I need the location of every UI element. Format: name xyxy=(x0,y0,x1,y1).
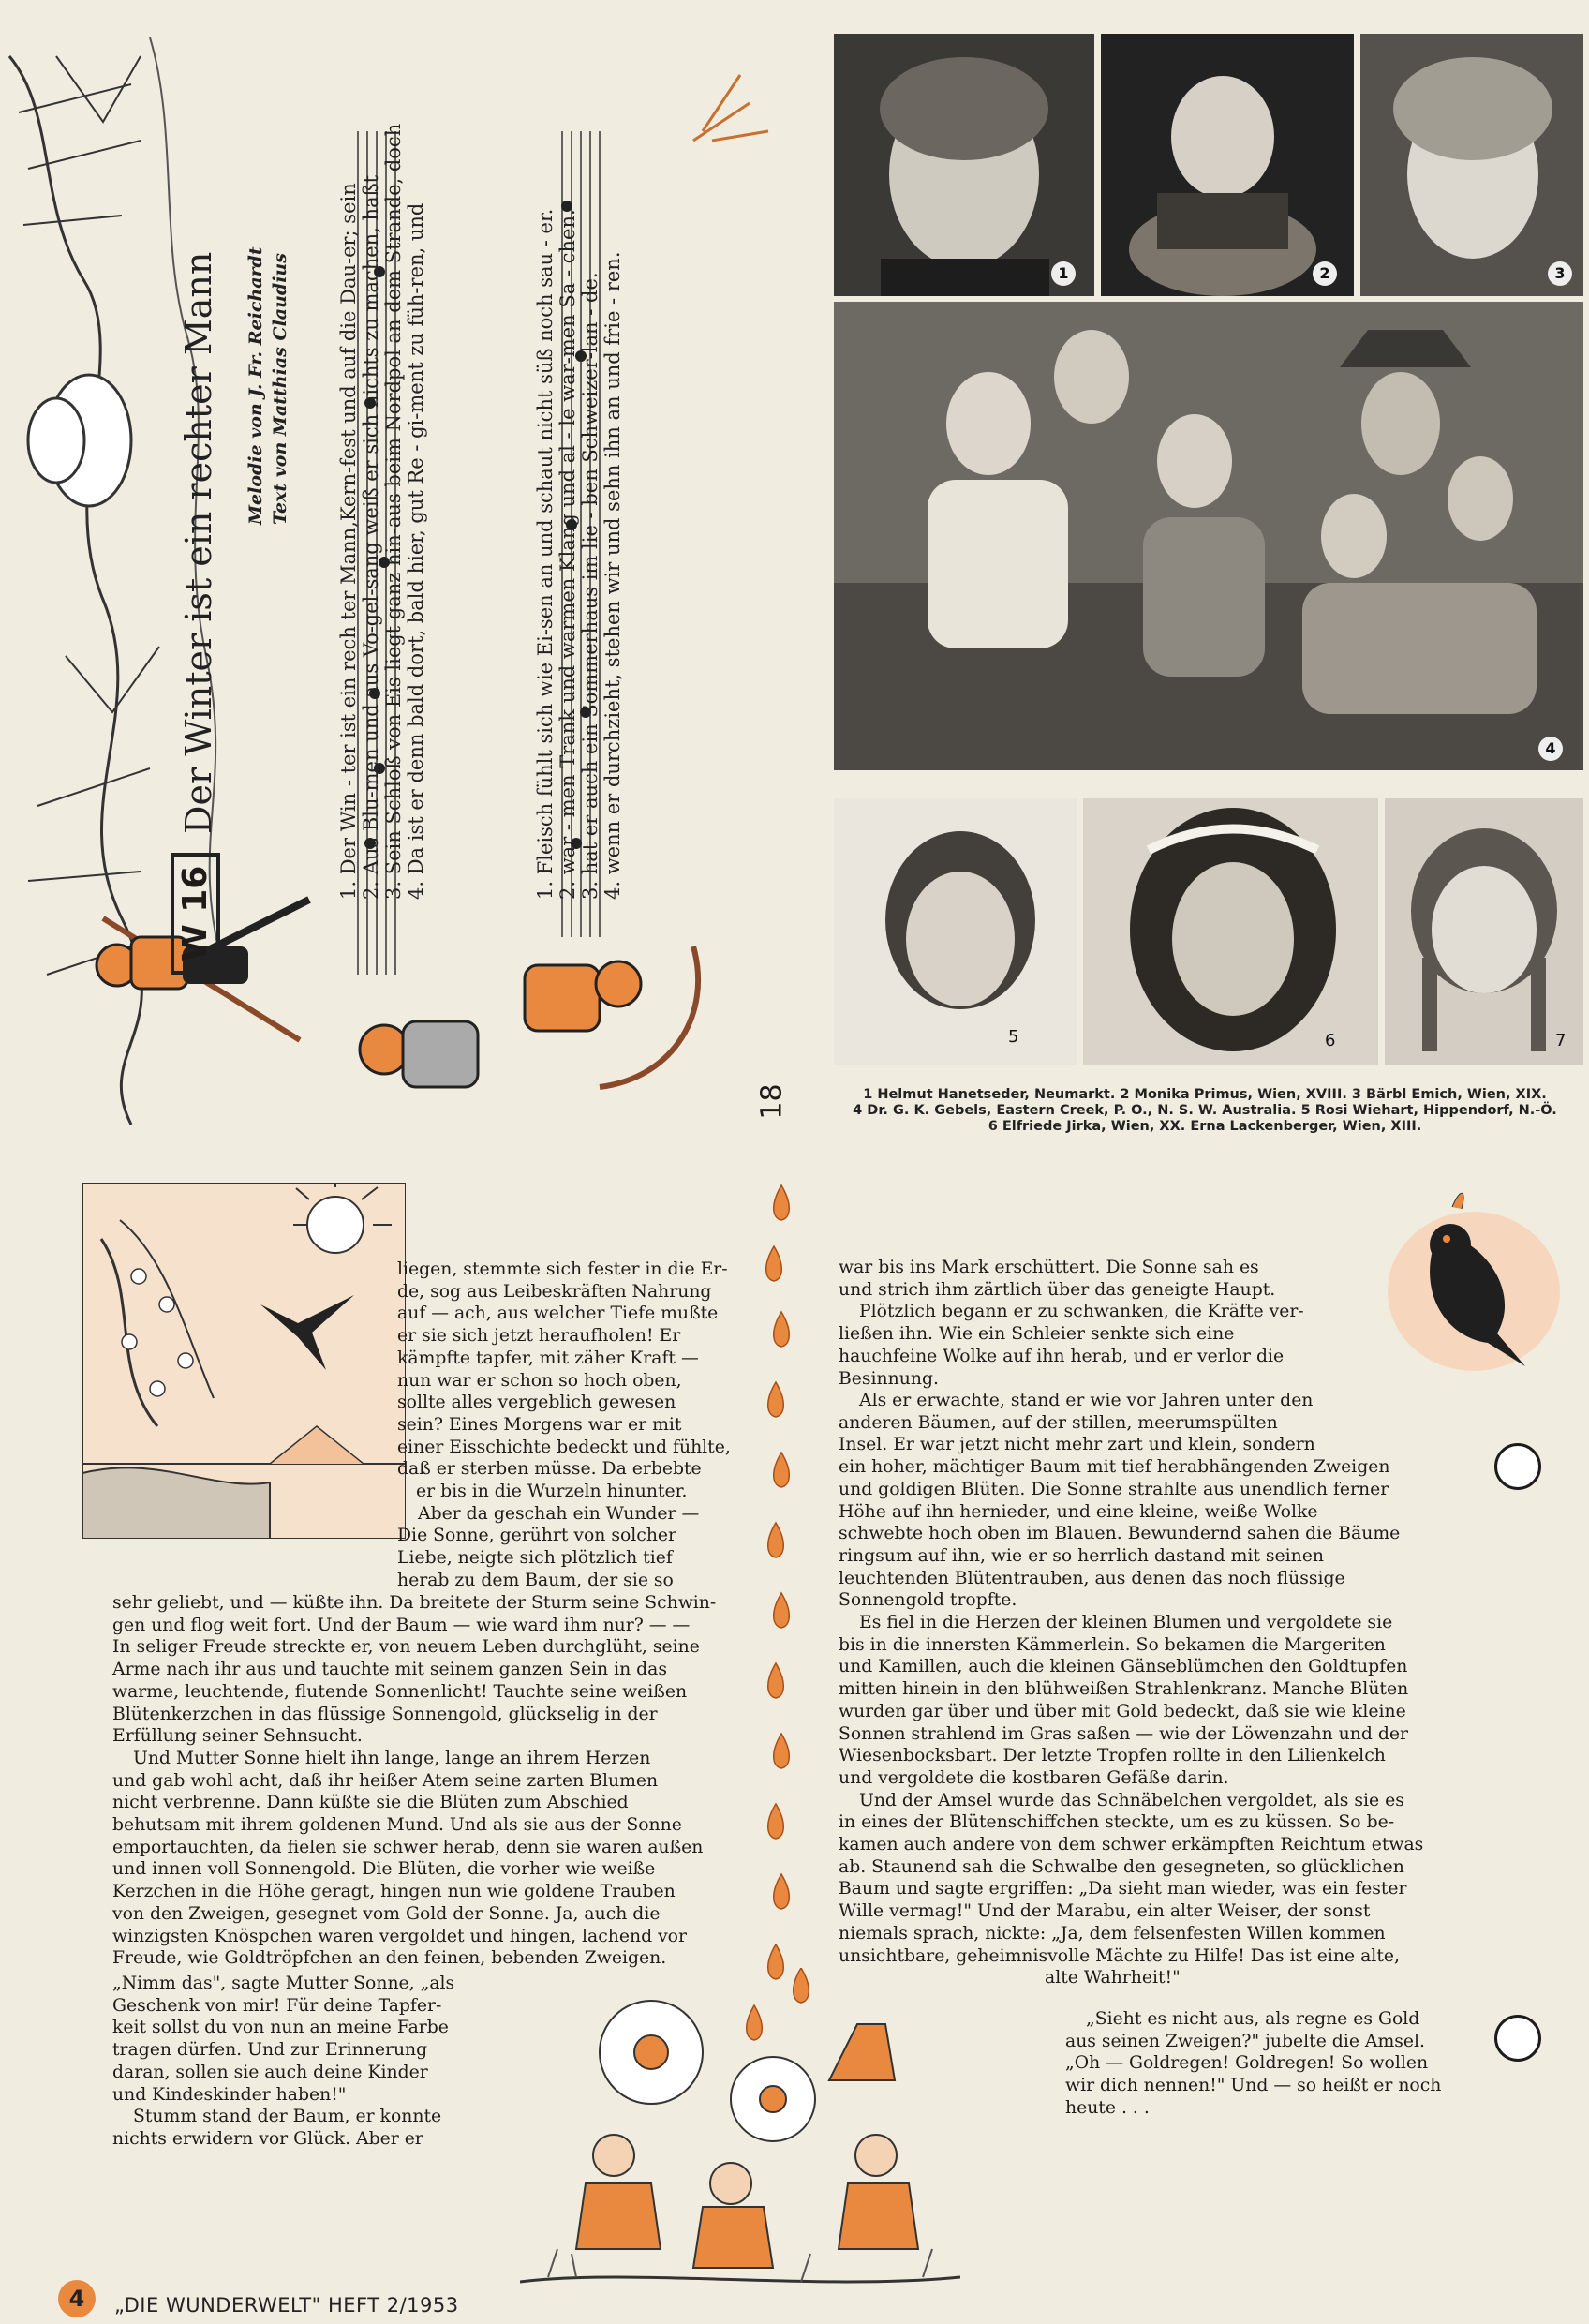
story-line: de, sog aus Leibeskräften Nahrung xyxy=(397,1281,712,1302)
story-line: Insel. Er war jetzt nicht mehr zart und klein, sondern xyxy=(839,1435,1315,1455)
story-line: Baum und sagte ergriffen: „Da sieht man wieder, was ein fester xyxy=(839,1879,1407,1899)
story-line: nicht verbrenne. Dann küßte sie die Blüten zum Abschied xyxy=(112,1793,629,1813)
photo-number-2: 2 xyxy=(1313,261,1337,286)
story-line: ein hoher, mächtiger Baum mit tief herabhängenden Zweigen xyxy=(839,1457,1390,1478)
punch-hole xyxy=(1494,2015,1541,2062)
story-line: sollte alles vergeblich gewesen xyxy=(397,1393,676,1413)
story-line: einer Eisschichte bedeckt und fühlte, xyxy=(397,1437,731,1457)
story-line: liegen, stemmte sich fester in die Er- xyxy=(397,1259,728,1279)
photo-number-4: 4 xyxy=(1538,737,1563,761)
golden-drops-column xyxy=(755,1181,811,2005)
story-line: nichts erwidern vor Glück. Aber er xyxy=(112,2128,423,2149)
photo-1 xyxy=(834,34,1094,296)
story-column-1-top xyxy=(397,1259,749,1592)
story-line: war bis ins Mark erschüttert. Die Sonne sah es xyxy=(839,1258,1259,1277)
photo-number-1: 1 xyxy=(1051,261,1076,286)
swallow-illustration xyxy=(82,1183,406,1539)
story-line: aus seinen Zweigen?" jubelte die Amsel. xyxy=(1065,2031,1426,2051)
story-line: ringsum auf ihn, wie er so herrlich dastand mit seinen xyxy=(839,1545,1324,1566)
photo-4 xyxy=(834,302,1583,770)
photo-number-6: 6 xyxy=(1325,1031,1336,1050)
photo-2 xyxy=(1101,34,1354,296)
caption-line-2: 4 Dr. G. K. Gebels, Eastern Creek, P. O., N. S. W. Australia. 5 Rosi Wiehart, Hippendorf, N.-Ö. xyxy=(853,1103,1557,1118)
caption-line-3: 6 Elfriede Jirka, Wien, XX. Erna Lackenberger, Wien, XIII. xyxy=(988,1119,1422,1134)
verse-line-5: 1. Fleisch fühlt sich wie Ei-sen an und schaut nicht süß noch sau - er. xyxy=(534,208,557,900)
song-title: Der Winter ist ein rechter Mann xyxy=(178,251,219,834)
story-line: Und der Amsel wurde das Schnäbelchen vergoldet, als sie es xyxy=(859,1790,1404,1810)
story-column-1-bottom xyxy=(112,1973,506,2151)
story-line: alte Wahrheit!" xyxy=(1045,1968,1181,1989)
verse-line-1: 1. Der Win - ter ist ein rech ter Mann,Kern-fest und auf die Dau-er; sein xyxy=(337,183,360,900)
song-code-badge: W 16 xyxy=(171,853,220,975)
story-line: schwebte hoch oben im Blauen. Bewundernd sahen die Bäume xyxy=(839,1524,1401,1544)
story-line: er bis in die Wurzeln hinunter. xyxy=(416,1482,688,1502)
story-line: Wiesenbocksbart. Der letzte Tropfen rollte in den Lilienkelch xyxy=(839,1746,1386,1766)
story-line: Kerzchen in die Höhe geragt, hingen nun wie goldene Trauben xyxy=(112,1882,676,1902)
story-line: hauchfeine Wolke auf ihn herab, und er verlor die xyxy=(839,1346,1285,1366)
story-line: Die Sonne, gerührt von solcher xyxy=(397,1526,677,1546)
text-credit: Text von Matthias Claudius xyxy=(270,253,290,525)
story-line: In seliger Freude streckte er, von neuem Leben durchglüht, seine xyxy=(112,1637,700,1658)
story-line: kamen auch andere von dem schwer erkämpften Reichtum etwas xyxy=(839,1835,1424,1855)
story-line: Und Mutter Sonne hielt ihn lange, lange an ihrem Herzen xyxy=(133,1748,651,1768)
story-line: Besinnung. xyxy=(839,1368,939,1389)
footer-page-number: 4 xyxy=(58,2280,96,2317)
story-line: auf — ach, aus welcher Tiefe mußte xyxy=(397,1304,719,1324)
song-page-number: 18 xyxy=(755,1083,789,1120)
story-line: Als er erwachte, stand er wie vor Jahren unter den xyxy=(859,1391,1314,1410)
story-line: bis in die innersten Kämmerlein. So bekamen die Margeriten xyxy=(839,1634,1386,1655)
story-line: und Kindeskinder haben!" xyxy=(112,2084,347,2105)
story-line: sehr geliebt, und — küßte ihn. Da breitete der Sturm seine Schwin- xyxy=(112,1593,717,1613)
story-line: nun war er schon so hoch oben, xyxy=(397,1370,682,1391)
story-line: kämpfte tapfer, mit zäher Kraft — xyxy=(397,1348,699,1368)
story-line: warme, leuchtende, flutende Sonnenlicht! Tauchte seine weißen xyxy=(112,1681,688,1702)
photo-number-5: 5 xyxy=(1008,1027,1019,1047)
story-line: Plötzlich begann er zu schwanken, die Kräfte ver- xyxy=(859,1302,1304,1322)
story-line: leuchtenden Blütentrauben, aus denen das noch flüssige xyxy=(839,1568,1345,1588)
story-line: wurden gar über und über mit Gold bedeckt, daß sie wie kleine xyxy=(839,1701,1406,1721)
photo-5 xyxy=(834,798,1077,1065)
story-line: Arme nach ihr aus und tauchte mit seinem ganzen Sein in das xyxy=(112,1660,667,1680)
verse-line-6: 2. war - men Trank und warmen Klang und al - le war-men Sa - chen. xyxy=(557,209,579,900)
caption-line-1: 1 Helmut Hanetseder, Neumarkt. 2 Monika Primus, Wien, XVIII. 3 Bärbl Emich, Wien, XIX. xyxy=(863,1087,1547,1102)
story-line: tragen dürfen. Und zur Erinnerung xyxy=(112,2040,428,2061)
verse-line-7: 3. hat er auch ein Sommerhaus im lie - ben Schweizer-lan - de. xyxy=(579,272,601,900)
footer-publication: „DIE WUNDERWELT" HEFT 2/1953 xyxy=(114,2294,459,2317)
story-line: emportauchten, da fielen sie schwer herab, denn sie waren außen xyxy=(112,1837,704,1857)
story-line: und innen voll Sonnengold. Die Blüten, die vorher wie weiße xyxy=(112,1859,656,1880)
song-text-block xyxy=(141,94,665,961)
punch-hole xyxy=(1494,1443,1541,1490)
story-line: Blütenkerzchen in das flüssige Sonnengold, glückselig in der xyxy=(112,1704,658,1724)
photo-number-3: 3 xyxy=(1548,261,1572,286)
story-line: ab. Staunend sah die Schwalbe den gesegneten, so glücklichen xyxy=(839,1856,1404,1877)
story-line: von den Zweigen, gesegnet vom Gold der Sonne. Ja, auch die xyxy=(112,1903,661,1924)
story-line: und strich ihm zärtlich über das geneigte Haupt. xyxy=(839,1279,1276,1300)
story-line: Stumm stand der Baum, er konnte xyxy=(133,2107,442,2127)
story-line: Sonnen strahlend im Gras saßen — wie der Löwenzahn und der xyxy=(839,1723,1408,1744)
story-line: Aber da geschah ein Wunder — xyxy=(418,1503,700,1524)
story-line: Sonnengold tropfte. xyxy=(839,1590,1017,1611)
photo-3 xyxy=(1360,34,1583,296)
story-line: mitten hinein in den blühweißen Strahlenkranz. Manche Blüten xyxy=(839,1679,1409,1700)
story-line: und Kamillen, auch die kleinen Gänseblümchen den Goldtupfen xyxy=(839,1657,1408,1677)
story-line: Geschenk von mir! Für deine Tapfer- xyxy=(112,1995,442,2016)
photo-6 xyxy=(1083,798,1378,1065)
story-line: Es fiel in die Herzen der kleinen Blumen und vergoldete sie xyxy=(859,1613,1393,1633)
flower-children-illustration xyxy=(520,1968,960,2296)
verse-line-8: 4. wenn er durchzieht, stehen wir und sehn ihn an und frie - ren. xyxy=(601,251,624,900)
story-column-2 xyxy=(839,1390,1476,1989)
story-column-2-top xyxy=(839,1257,1382,1390)
verse-line-4: 4. Da ist er denn bald dort, bald hier, gut Re - gi-ment zu füh-ren, und xyxy=(405,202,427,900)
story-line: Erfüllung seiner Sehnsucht. xyxy=(112,1726,363,1747)
story-line: in eines der Blütenschiffchen steckte, um es zu küssen. So be- xyxy=(839,1812,1395,1833)
story-line: und vergoldete die kostbaren Gefäße darin. xyxy=(839,1767,1229,1788)
story-line: unsichtbare, geheimnisvolle Mächte zu Hilfe! Das ist eine alte, xyxy=(839,1945,1400,1966)
story-line: wir dich nennen!" Und — so heißt er noch xyxy=(1065,2076,1442,2096)
story-line: Liebe, neigte sich plötzlich tief xyxy=(397,1548,673,1569)
story-line: gen und flog weit fort. Und der Baum — wie ward ihm nur? — — xyxy=(112,1615,691,1635)
story-line: ließen ihn. Wie ein Schleier senkte sich eine xyxy=(839,1324,1235,1345)
story-line: herab zu dem Baum, der sie so xyxy=(397,1570,674,1590)
story-line: sein? Eines Morgens war er mit xyxy=(397,1414,682,1435)
story-line: keit sollst du von nun an meine Farbe xyxy=(112,2018,449,2038)
song-panel xyxy=(0,0,806,1153)
photo-7 xyxy=(1385,798,1583,1065)
story-line: „Oh — Goldregen! Goldregen! So wollen xyxy=(1065,2053,1429,2074)
blackbird-illustration xyxy=(1385,1179,1567,1380)
story-column-1-full xyxy=(112,1592,750,1970)
story-line: Wille vermag!" Und der Marabu, ein alter Weiser, der sonst xyxy=(839,1901,1371,1922)
story-line: „Sieht es nicht aus, als regne es Gold xyxy=(1086,2009,1420,2029)
verse-line-2: 2. Aus Blu-men und aus Vo-gel-sang weiß er sich nichts zu machen, haßt xyxy=(360,174,382,900)
verse-line-3: 3. Sein Schloß von Eis liegt ganz hin-aus beim Nordpol an dem Strande, doch xyxy=(382,123,405,900)
story-line: niemals sprach, nickte: „Ja, dem felsenfesten Willen kommen xyxy=(839,1923,1386,1944)
story-line: daran, sollen sie auch deine Kinder xyxy=(112,2062,428,2082)
photo-caption xyxy=(824,1087,1585,1135)
story-line: und goldigen Blüten. Die Sonne strahlte aus unendlich ferner xyxy=(839,1479,1389,1499)
story-line: anderen Bäumen, auf der stillen, meerumspülten xyxy=(839,1412,1278,1433)
story-line: er sie sich jetzt heraufholen! Er xyxy=(397,1326,681,1347)
story-line: daß er sterben müsse. Da erbebte xyxy=(397,1459,702,1480)
photo-number-7: 7 xyxy=(1555,1031,1567,1050)
story-line: Höhe auf ihn hernieder, und eine kleine, weiße Wolke xyxy=(839,1501,1318,1522)
story-line: behutsam mit ihrem goldenen Mund. Und als sie aus der Sonne xyxy=(112,1815,682,1836)
story-line: und gab wohl acht, daß ihr heißer Atem seine zarten Blumen xyxy=(112,1770,659,1791)
story-line: winzigsten Knöspchen waren vergoldet und hingen, lachend vor xyxy=(112,1926,687,1946)
story-line: Freude, wie Goldtröpfchen an den feinen, bebenden Zweigen. xyxy=(112,1948,667,1969)
melody-credit: Melodie von J. Fr. Reichardt xyxy=(245,246,266,525)
story-line: „Nimm das", sagte Mutter Sonne, „als xyxy=(112,1974,455,1993)
story-column-2-bottom xyxy=(1065,2008,1478,2120)
story-line: heute . . . xyxy=(1065,2097,1150,2118)
